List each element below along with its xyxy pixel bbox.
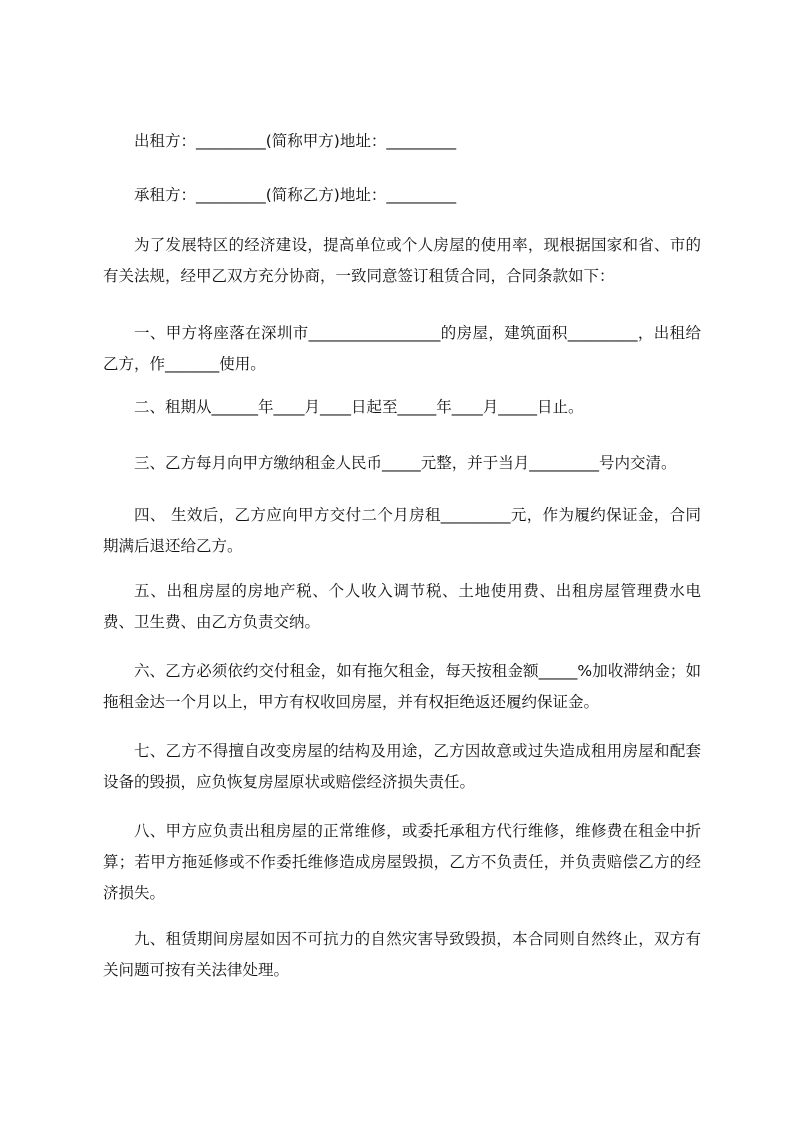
clause-1: 一、甲方将座落在深圳市_________________的房屋，建筑面积_________，出租给乙方，作_______使用。 xyxy=(103,324,701,373)
clause-2: 二、租期从______年____月____日起至_____年____月_____日止。 xyxy=(134,398,584,416)
clause-5: 五、出租房屋的房地产税、个人收入调节税、土地使用费、出租房屋管理费水电费、卫生费、由乙方负责交纳。 xyxy=(103,582,701,631)
clause-8: 八、甲方应负责出租房屋的正常维修，或委托承租方代行维修，维修费在租金中折算；若甲方拖延修或不作委托维修造成房屋毁损，乙方不负责任，并负责赔偿乙方的经济损失。 xyxy=(103,822,701,902)
clause-3: 三、乙方每月向甲方缴纳租金人民币_____元整，并于当月_________号内交清。 xyxy=(134,454,677,472)
lessee-line: 承租方：_________(简称乙方)地址：_________ xyxy=(134,186,457,204)
clause-4: 四、 生效后，乙方应向甲方交付二个月房租_________元，作为履约保证金，合同期满后退还给乙方。 xyxy=(103,506,701,555)
clause-9: 九、租赁期间房屋如因不可抗力的自然灾害导致毁损，本合同则自然终止，双方有关问题可按有关法律处理。 xyxy=(103,930,701,979)
clause-6: 六、乙方必须依约交付租金，如有拖欠租金，每天按租金额_____%加收滞纳金；如拖租金达一个月以上，甲方有权收回房屋，并有权拒绝返还履约保证金。 xyxy=(103,662,701,711)
lessor-line: 出租方：_________(简称甲方)地址：_________ xyxy=(134,132,457,150)
preamble-paragraph: 为了发展特区的经济建设，提高单位或个人房屋的使用率，现根据国家和省、市的有关法规，经甲乙双方充分协商，一致同意签订租赁合同，合同条款如下： xyxy=(103,236,701,285)
clause-7: 七、乙方不得擅自改变房屋的结构及用途，乙方因故意或过失造成租用房屋和配套设备的毁损，应负恢复房屋原状或赔偿经济损失责任。 xyxy=(103,742,701,791)
